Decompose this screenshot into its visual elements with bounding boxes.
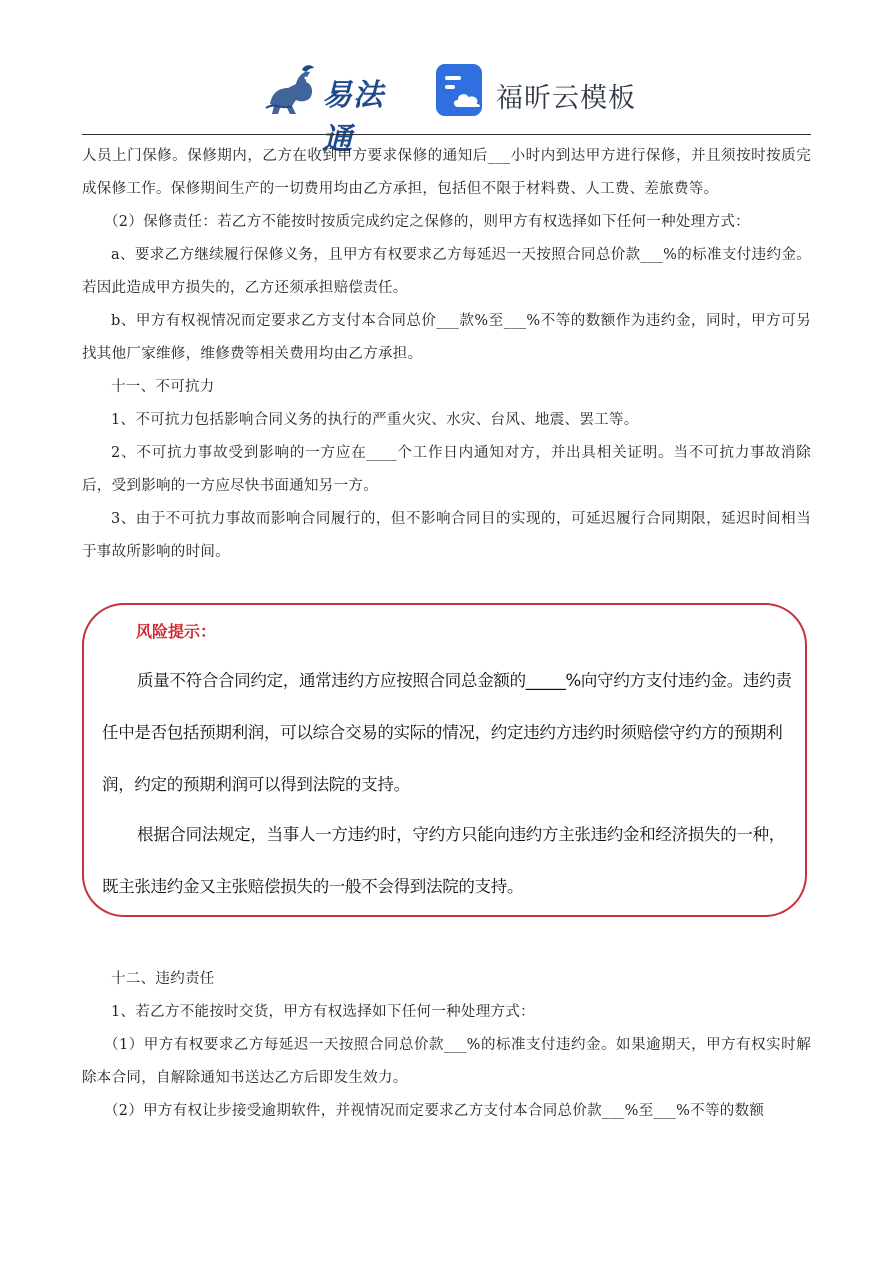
risk-paragraph: 根据合同法规定，当事人一方违约时，守约方只能向违约方主张违约金和经济损失的一种，既主张违约金又主张赔偿损失的一般不会得到法院的支持。 bbox=[102, 825, 786, 896]
paragraph: 人员上门保修。保修期内，乙方在收到甲方要求保修的通知后___小时内到达甲方进行保修，并且须按时按质完成保修工作。保修期间生产的一切费用均由乙方承担，包括但不限于材料费、人工费、差旅费等。 bbox=[82, 148, 811, 197]
horse-icon bbox=[262, 62, 322, 118]
foxit-template-logo bbox=[436, 64, 636, 120]
paragraph: （1）甲方有权要求乙方每延迟一天按照合同总价款___%的标准支付违约金。如果逾期天，甲方有权实时解除本合同，自解除通知书送达乙方后即发生效力。 bbox=[82, 1037, 811, 1086]
section-heading: 十一、不可抗力 bbox=[111, 379, 215, 395]
paragraph: 2、不可抗力事故受到影响的一方应在____个工作日内通知对方，并出具相关证明。当不可抗力事故消除后，受到影响的一方应尽快书面通知另一方。 bbox=[82, 445, 811, 494]
paragraph: 1、不可抗力包括影响合同义务的执行的严重火灾、水灾、台风、地震、罢工等。 bbox=[111, 412, 639, 428]
paragraph: （2）保修责任：若乙方不能按时按质完成约定之保修的，则甲方有权选择如下任何一种处理方式： bbox=[104, 214, 750, 230]
logo2-text: 福昕云模板 bbox=[496, 83, 636, 114]
contract-body-bottom bbox=[82, 963, 811, 1128]
risk-notice-box bbox=[82, 603, 807, 917]
paragraph: a、要求乙方继续履行保修义务，且甲方有权要求乙方每延迟一天按照合同总价款___%的标准支付违约金。若因此造成甲方损失的，乙方还须承担赔偿责任。 bbox=[82, 247, 811, 296]
logo1-text: 易法通 bbox=[322, 78, 384, 157]
section-heading: 十二、违约责任 bbox=[111, 971, 215, 987]
paragraph: 3、由于不可抗力事故而影响合同履行的，但不影响合同目的实现的，可延迟履行合同期限，延迟时间相当于事故所影响的时间。 bbox=[82, 511, 811, 560]
risk-paragraph: 质量不符合合同约定，通常违约方应按照合同总金额的_____%向守约方支付违约金。违约责任中是否包括预期利润，可以综合交易的实际的情况，约定违约方违约时须赔偿守约方的预期利润，约定的预期利润可以得到法院的支持。 bbox=[102, 671, 792, 794]
paragraph: （2）甲方有权让步接受逾期软件，并视情况而定要求乙方支付本合同总价款___%至___%不等的数额 bbox=[104, 1103, 765, 1119]
paragraph: 1、若乙方不能按时交货，甲方有权选择如下任何一种处理方式： bbox=[111, 1004, 535, 1020]
yifatong-logo bbox=[262, 60, 412, 157]
cloud-doc-icon bbox=[436, 64, 488, 116]
contract-body-top bbox=[82, 140, 811, 569]
page-header bbox=[0, 60, 893, 157]
header-divider bbox=[82, 134, 811, 135]
risk-notice-title: 风险提示： bbox=[136, 622, 217, 641]
paragraph: b、甲方有权视情况而定要求乙方支付本合同总价___款%至___%不等的数额作为违约金，同时，甲方可另找其他厂家维修，维修费等相关费用均由乙方承担。 bbox=[82, 313, 811, 362]
